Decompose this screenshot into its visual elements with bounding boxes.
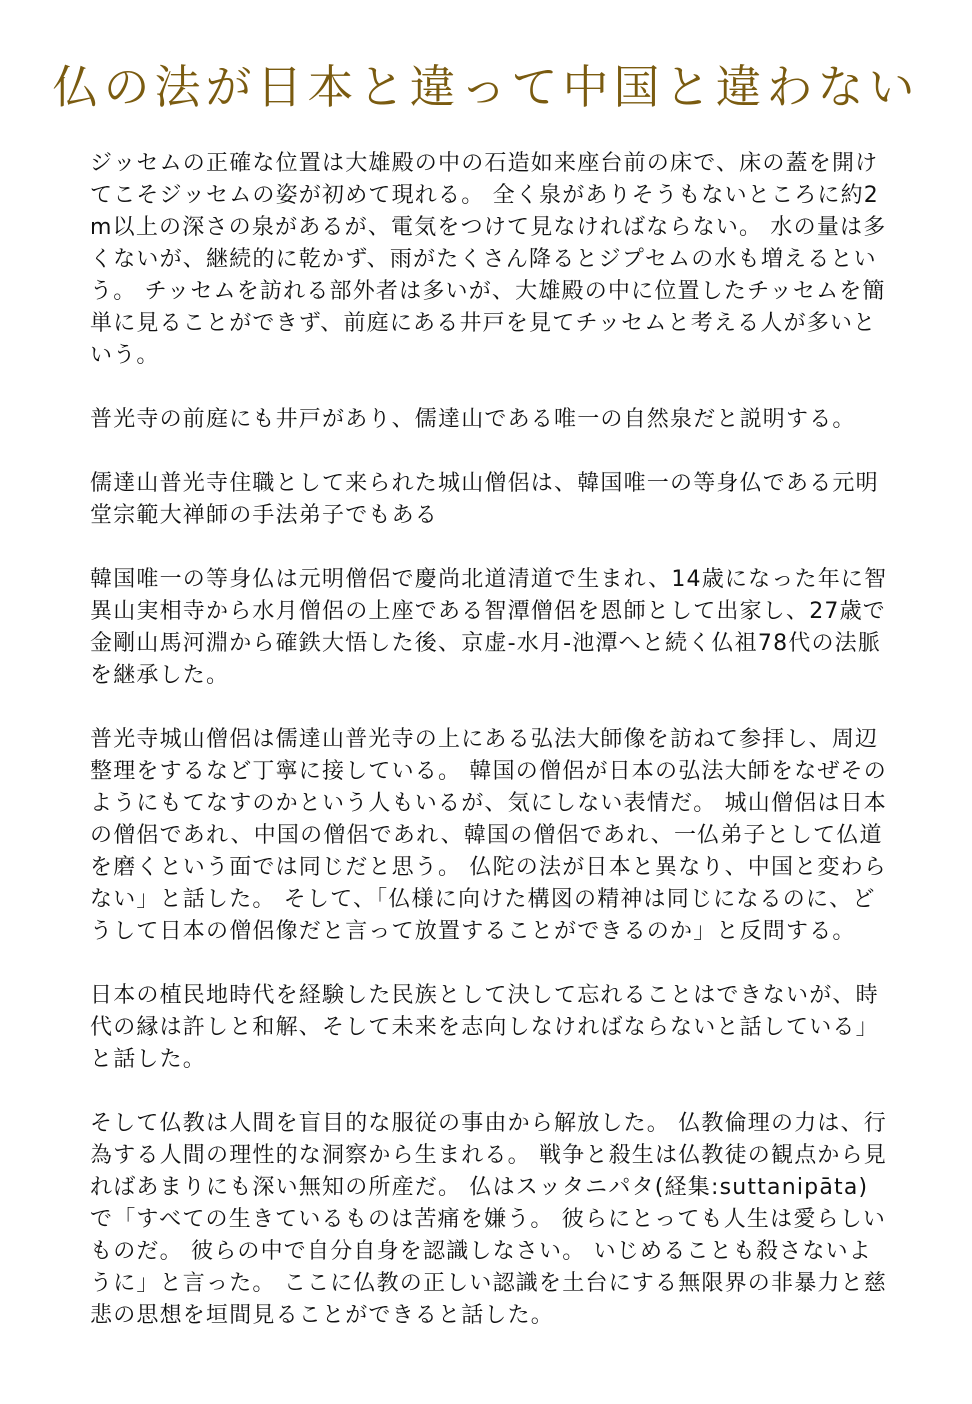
paragraph-2: 普光寺の前庭にも井戸があり、儒達山である唯一の自然泉だと説明する。 [90,407,856,432]
paragraph-3: 儒達山普光寺住職として来られた城山僧侶は、韓国唯一の等身仏である元明堂宗範大禅師の手法弟子でもある [90,471,879,528]
paragraph-1: ジッセムの正確な位置は大雄殿の中の石造如来座台前の床で、床の蓋を開けてこそジッセムの姿が初めて現れる。 全く泉がありそうもないところに約2m以上の深さの泉があるが、電気をつけて見なければならない。 水の量は多くないが、継続的に乾かず、雨がたくさん降るとジプセムの水も増えるという。 チッセムを訪れる部外者は多いが、大雄殿の中に位置したチッセムを簡単に見ることができず、前庭にある井戸を見てチッセムと考える人が多いという。 [90,151,887,368]
paragraph-5: 普光寺城山僧侶は儒達山普光寺の上にある弘法大師像を訪ねて参拝し、周辺整理をするなど丁寧に接している。 韓国の僧侶が日本の弘法大師をなぜそのようにもてなすのかという人もいるが、気にしない表情だ。 城山僧侶は日本の僧侶であれ、中国の僧侶であれ、韓国の僧侶であれ、一仏弟子として仏道を磨くという面では同じだと思う。 仏陀の法が日本と異なり、中国と変わらない」と話した。 そして、「仏様に向けた構図の精神は同じになるのに、どうして日本の僧侶像だと言って放置することができるのか」と反問する。 [90,727,887,944]
paragraph-4: 韓国唯一の等身仏は元明僧侶で慶尚北道清道で生まれ、14歳になった年に智異山実相寺から水月僧侶の上座である智潭僧侶を恩師として出家し、27歳で金剛山馬河淵から確鉄大悟した後、京虚-水月-池潭へと続く仏祖78代の法脈を継承した。 [90,567,888,688]
article-title: 仏の法が日本と違って中国と違わない [52,60,920,114]
paragraph-7: そして仏教は人間を盲目的な服従の事由から解放した。 仏教倫理の力は、行為する人間の理性的な洞察から生まれる。 戦争と殺生は仏教徒の観点から見ればあまりにも深い無知の所産だ。 仏はスッタニパタ(経集:suttanipāta)で「すべての生きているものは苦痛を嫌う。 彼らにとっても人生は愛らしいものだ。 彼らの中で自分自身を認識しなさい。 いじめることも殺さないように」と言った。 ここに仏教の正しい認識を土台にする無限界の非暴力と慈悲の思想を垣間見ることができると話した。 [90,1111,887,1328]
article-body [90,148,890,1364]
paragraph-6: 日本の植民地時代を経験した民族として決して忘れることはできないが、時代の縁は許しと和解、そして未来を志向しなければならないと話している」と話した。 [90,983,879,1072]
